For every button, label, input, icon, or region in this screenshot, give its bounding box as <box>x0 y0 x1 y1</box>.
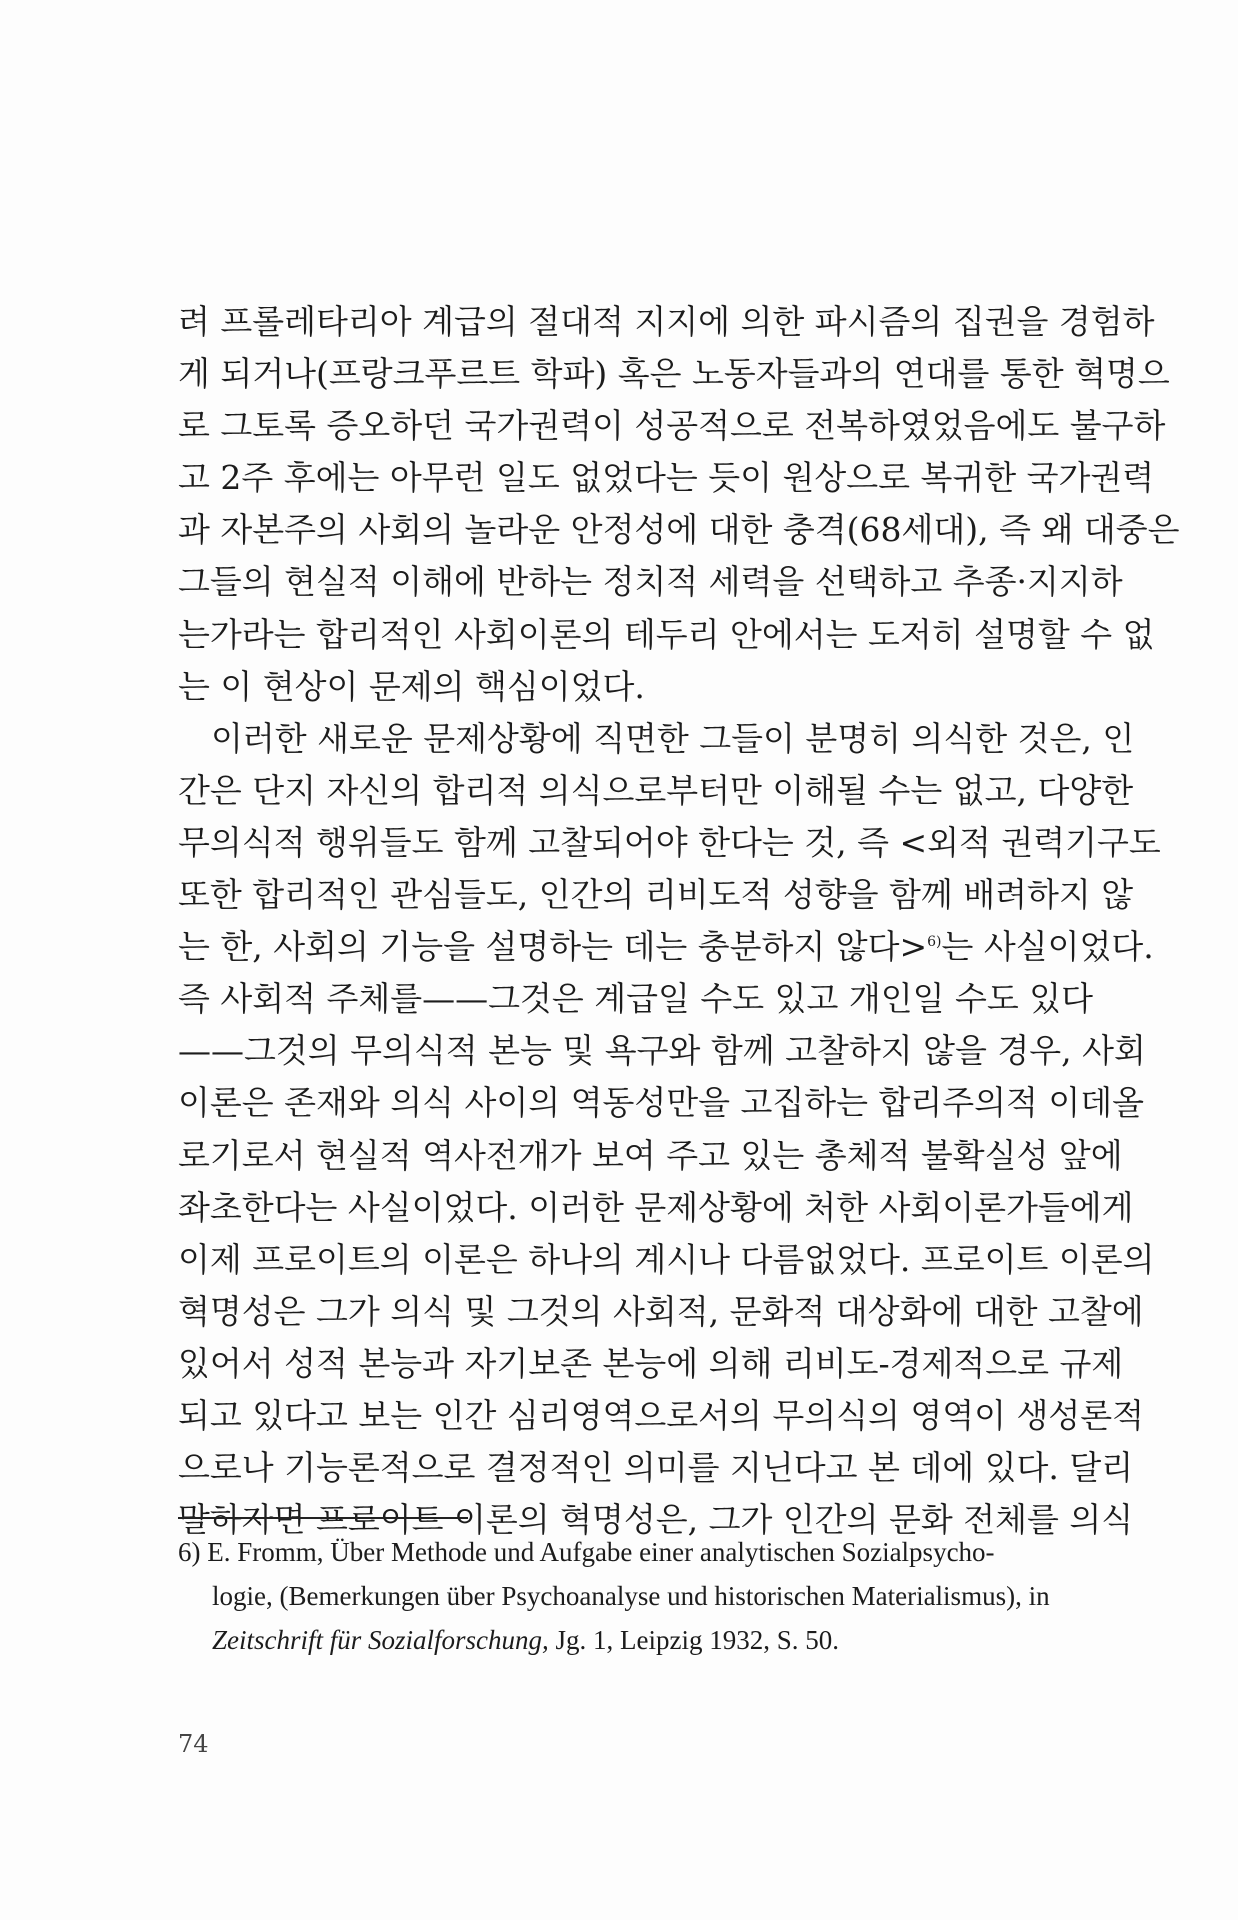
footnote-line <box>178 1618 1066 1662</box>
footnote-line: 6) E. Fromm, Über Methode und Aufgabe einer analytischen Sozialpsycho- <box>178 1537 995 1567</box>
text-line: 과 자본주의 사회의 놀라운 안정성에 대한 충격(68세대), 즉 왜 대중은 <box>178 510 1180 550</box>
text-line: 있어서 성적 본능과 자기보존 본능에 의해 리비도-경제적으로 규제 <box>178 1343 1124 1383</box>
journal-title: Zeitschrift für Sozialforschung, <box>212 1625 549 1655</box>
text-line: 는 이 현상이 문제의 핵심이었다. <box>178 666 645 706</box>
page-number: 74 <box>178 1730 209 1758</box>
text-line: 는가라는 합리적인 사회이론의 테두리 안에서는 도저히 설명할 수 없 <box>178 614 1155 654</box>
text-line: 고 2주 후에는 아무런 일도 없었다는 듯이 원상으로 복귀한 국가권력 <box>178 458 1155 498</box>
text-line: 간은 단지 자신의 합리적 의식으로부터만 이해될 수는 없고, 다양한 <box>178 770 1134 810</box>
text-line: 이제 프로이트의 이론은 하나의 계시나 다름없었다. 프로이트 이론의 <box>178 1239 1155 1279</box>
citation-details: Jg. 1, Leipzig 1932, S. 50. <box>548 1625 840 1655</box>
text-line: 려 프롤레타리아 계급의 절대적 지지에 의한 파시즘의 집권을 경험하 <box>178 302 1155 341</box>
text-line: 무의식적 행위들도 함께 고찰되어야 한다는 것, 즉 <외적 권력기구도 <box>178 822 1161 862</box>
body-text <box>178 296 1180 1546</box>
text-line: 되고 있다고 보는 인간 심리영역으로서의 무의식의 영역이 생성론적 <box>178 1395 1145 1435</box>
text-line: 이러한 새로운 문제상황에 직면한 그들이 분명히 의식한 것은, 인 <box>211 718 1135 758</box>
footnote <box>178 1530 1066 1662</box>
text-line: 또한 합리적인 관심들도, 인간의 리비도적 성향을 함께 배려하지 않 <box>178 875 1134 915</box>
footnote-reference: 6) <box>927 934 942 951</box>
text-line: 로 그토록 증오하던 국가권력이 성공적으로 전복하였었음에도 불구하 <box>178 406 1166 446</box>
footnote-divider <box>178 1517 468 1519</box>
text-line: 그들의 현실적 이해에 반하는 정치적 세력을 선택하고 추종·지지하 <box>178 562 1123 602</box>
text-line: 게 되거나(프랑크푸르트 학파) 혹은 노동자들과의 연대를 통한 혁명으 <box>178 354 1170 394</box>
text-line: 으로나 기능론적으로 결정적인 의미를 지닌다고 본 데에 있다. 달리 <box>178 1448 1134 1488</box>
text-line-head: 는 한, 사회의 기능을 설명하는 데는 충분하지 않다> <box>178 927 928 967</box>
text-line: 좌초한다는 사실이었다. 이러한 문제상황에 처한 사회이론가들에게 <box>178 1187 1134 1227</box>
text-line: ——그것의 무의식적 본능 및 욕구와 함께 고찰하지 않을 경우, 사회 <box>178 1031 1146 1071</box>
text-line-tail: 는 사실이었다. <box>941 927 1154 967</box>
text-line: 즉 사회적 주체를——그것은 계급일 수도 있고 개인일 수도 있다 <box>178 979 1093 1019</box>
text-line: 로기로서 현실적 역사전개가 보여 주고 있는 총체적 불확실성 앞에 <box>178 1135 1123 1175</box>
text-line: 이론은 존재와 의식 사이의 역동성만을 고집하는 합리주의적 이데올 <box>178 1083 1145 1123</box>
text-line: 말하자면 프로이트 이론의 혁명성은, 그가 인간의 문화 전체를 의식 <box>178 1500 1134 1540</box>
footnote-line: logie, (Bemerkungen über Psychoanalyse und historischen Materialismus), in <box>212 1581 1050 1611</box>
text-line: 혁명성은 그가 의식 및 그것의 사회적, 문화적 대상화에 대한 고찰에 <box>178 1291 1144 1331</box>
text-line-with-footnote <box>178 921 1154 973</box>
